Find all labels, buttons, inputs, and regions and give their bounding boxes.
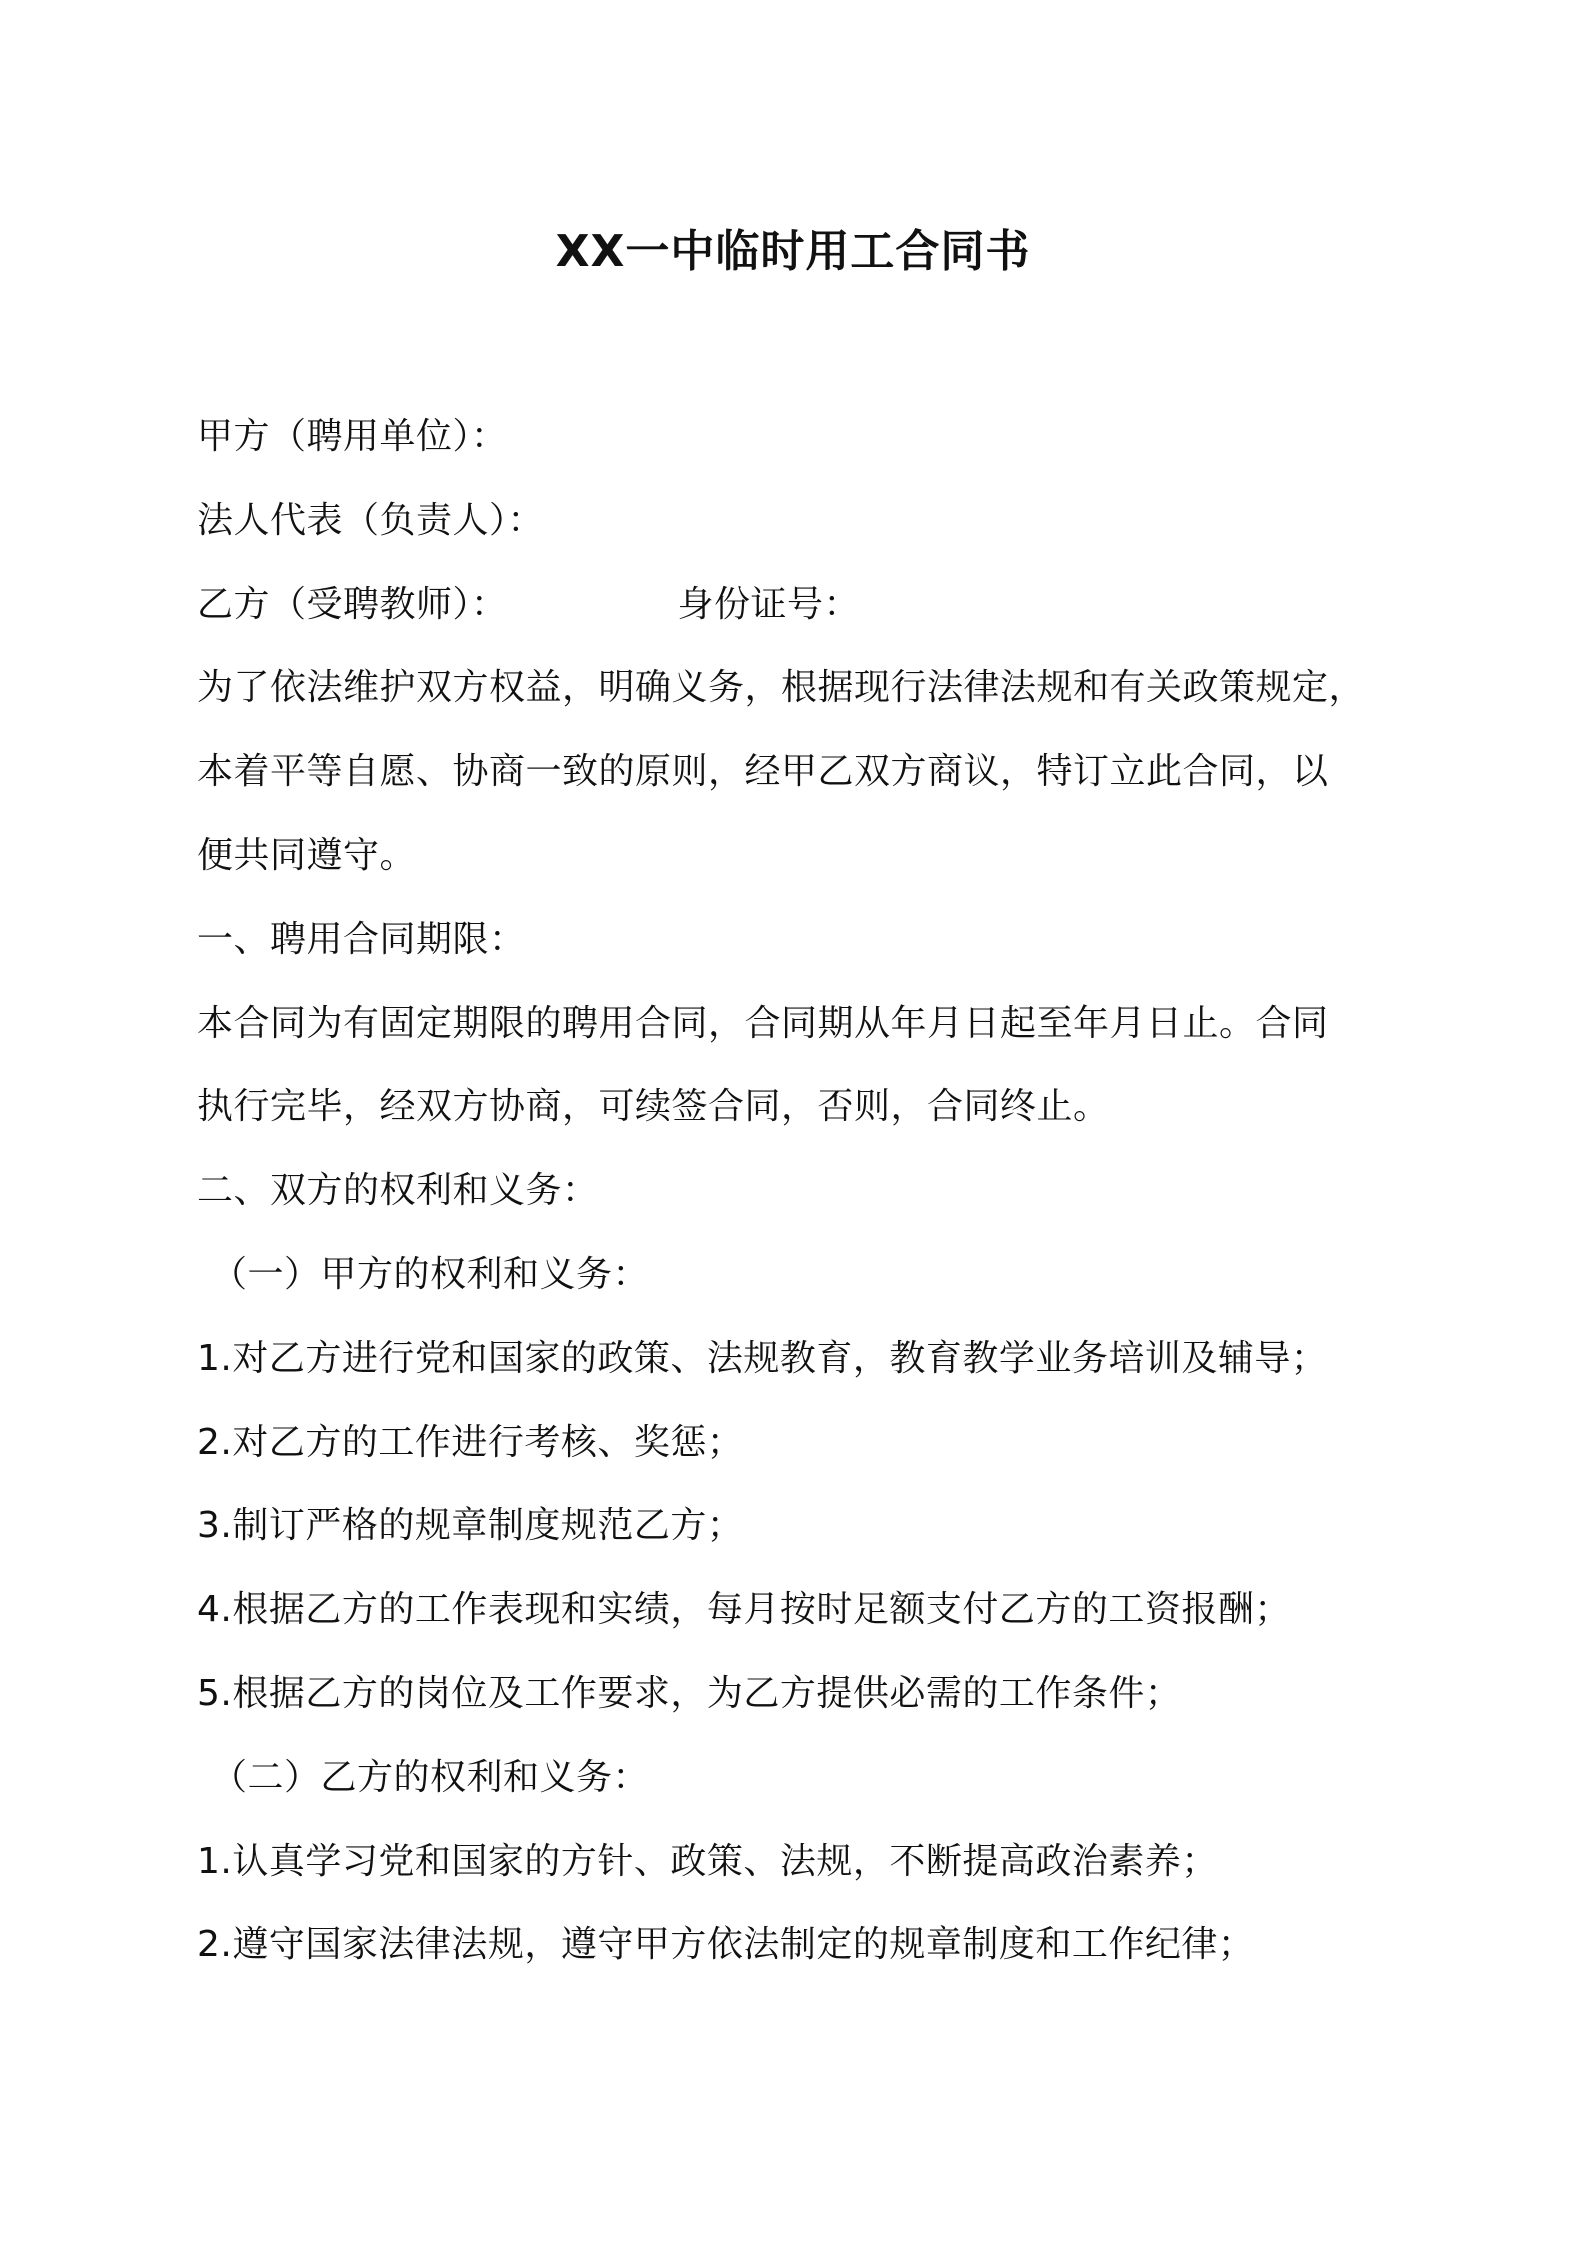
document-body (197, 405, 1397, 1997)
preamble-line: 本着平等自愿、协商一致的原则，经甲乙双方商议，特订立此合同，以 (197, 751, 1329, 793)
section2-heading: 二、双方的权利和义务： (197, 1170, 599, 1212)
party-b-duty-item: 2.遵守国家法律法规，遵守甲方依法制定的规章制度和工作纪律； (197, 1924, 1255, 1966)
party-b-duty-item: 1.认真学习党和国家的方针、政策、法规，不断提高政治素养； (197, 1840, 1218, 1882)
preamble-line: 为了依法维护双方权益，明确义务，根据现行法律法规和有关政策规定， (197, 667, 1366, 709)
party-b-line (197, 573, 1397, 657)
party-b-label: 乙方（受聘教师）： (197, 583, 508, 625)
party-a-duties-heading: （一）甲方的权利和义务： (211, 1253, 650, 1295)
legal-rep-line: 法人代表（负责人）： (197, 499, 545, 541)
party-a-duty-item: 4.根据乙方的工作表现和实绩，每月按时足额支付乙方的工资报酬； (197, 1589, 1291, 1631)
section1-text-line: 执行完毕，经双方协商，可续签合同，否则，合同终止。 (197, 1086, 1110, 1128)
party-a-line: 甲方（聘用单位）： (197, 416, 508, 457)
party-a-duty-item: 2.对乙方的工作进行考核、奖惩； (197, 1421, 744, 1463)
party-a-duty-item: 5.根据乙方的岗位及工作要求，为乙方提供必需的工作条件； (197, 1672, 1182, 1714)
party-a-duty-item: 1.对乙方进行党和国家的政策、法规教育，教育教学业务培训及辅导； (197, 1337, 1328, 1379)
document-title: XX一中临时用工合同书 (555, 226, 1031, 277)
party-a-duty-item: 3.制订严格的规章制度规范乙方； (197, 1505, 744, 1547)
preamble-line: 便共同遵守。 (197, 834, 417, 876)
section1-heading: 一、聘用合同期限： (197, 918, 526, 960)
id-number-label: 身份证号： (677, 583, 861, 625)
party-b-duties-heading: （二）乙方的权利和义务： (211, 1756, 650, 1798)
section1-text-line: 本合同为有固定期限的聘用合同，合同期从年月日起至年月日止。合同 (197, 1002, 1329, 1044)
